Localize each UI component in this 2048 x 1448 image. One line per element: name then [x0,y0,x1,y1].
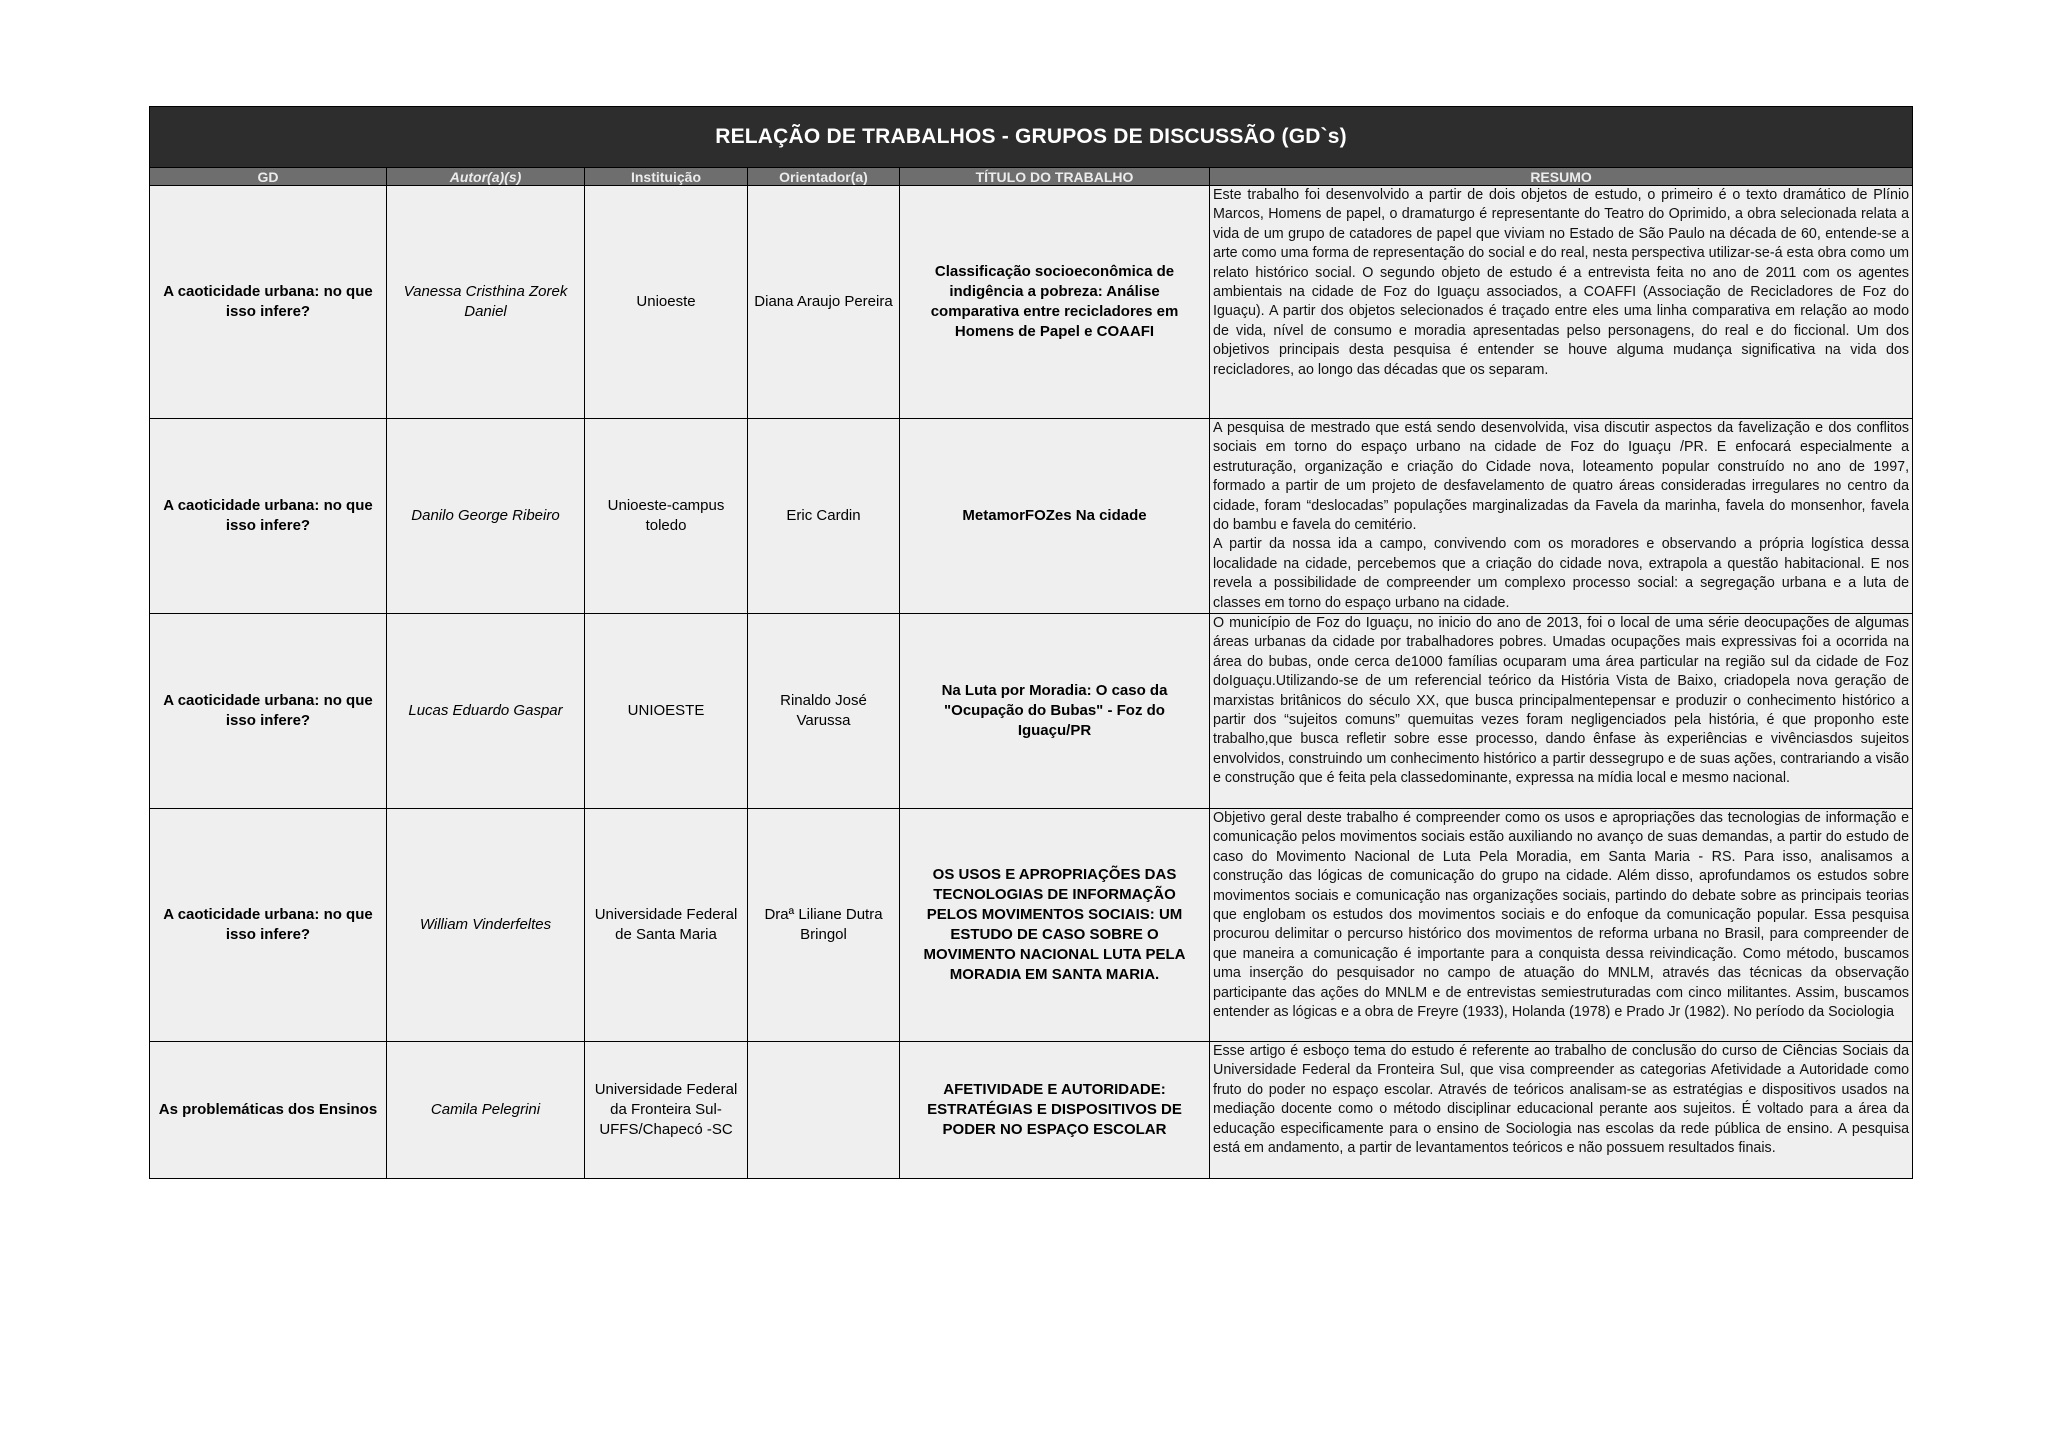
cell-titulo: AFETIVIDADE E AUTORIDADE: ESTRATÉGIAS E DISPOSITIVOS DE PODER NO ESPAÇO ESCOLAR [900,1042,1210,1179]
cell-instituicao: Universidade Federal de Santa Maria [585,809,748,1042]
cell-instituicao: UNIOESTE [585,614,748,809]
col-header-orientador: Orientador(a) [748,168,900,186]
cell-orientador: Eric Cardin [748,419,900,614]
works-sheet [149,106,1912,1179]
col-header-autor: Autor(a)(s) [387,168,585,186]
cell-orientador: Draª Liliane Dutra Bringol [748,809,900,1042]
cell-resumo [1210,186,1913,419]
table-row [150,809,1913,1042]
cell-autor: William Vinderfeltes [387,809,585,1042]
works-table [149,106,1913,1179]
cell-titulo: Classificação socioeconômica de indigência a pobreza: Análise comparativa entre recicladores em Homens de Papel e COAAFI [900,186,1210,419]
col-header-gd: GD [150,168,387,186]
cell-gd: As problemáticas dos Ensinos [150,1042,387,1179]
cell-gd: A caoticidade urbana: no que isso infere? [150,419,387,614]
cell-titulo: OS USOS E APROPRIAÇÕES DAS TECNOLOGIAS DE INFORMAÇÃO PELOS MOVIMENTOS SOCIAIS: UM ESTUDO DE CASO SOBRE O MOVIMENTO NACIONAL LUTA PELA MORADIA EM SANTA MARIA. [900,809,1210,1042]
cell-resumo [1210,809,1913,1042]
cell-instituicao: Universidade Federal da Fronteira Sul-UFFS/Chapecó -SC [585,1042,748,1179]
resumo-text: O município de Foz do Iguaçu, no inicio do ano de 2013, foi o local de uma série deocupações de algumas áreas urbanas da cidade por trabalhadores pobres. Umadas ocupações mais expressivas foi a ocorrida na área do bubas, onde cerca de1000 famílias ocuparam uma área particular na região sul da cidade de Foz doIguaçu.Utilizando-se de um referencial teórico da História Vista de Baixo, criadopela nova geração de marxistas britânicos do século XX, que busca principalmentepensar e produzir o conhecimento histórico a partir dos “sujeitos comuns” quemuitas vezes foram negligenciados pela história, é que proponho este trabalho,que busca refletir sobre esse processo, dando ênfase às experiências e vivênciasdos sujeitos envolvidos, construindo um conhecimento histórico a partir dessegrupo e de suas ações, contrariando a visão e construção que é feita pela classedominante, expressa na mídia local e mesmo nacional. [1213,615,1910,787]
cell-orientador: Rinaldo José Varussa [748,614,900,809]
cell-resumo [1210,614,1913,809]
resumo-text: A pesquisa de mestrado que está sendo desenvolvida, visa discutir aspectos da favelização e dos conflitos sociais em torno do espaço urbano na cidade de Foz do Iguaçu /PR. E enfocará especialmente a estruturação, organização e criação do Cidade nova, loteamento popular construído no ano de 1997, formado a partir de um projeto de desfavelamento de quatro áreas consideradas irregulares no centro da cidade, foram “deslocadas” populações marginalizadas da Favela da marinha, favela do monsenhor, favela do bambu e favela do cemitério. A partir da nossa ida a campo, convivendo com os moradores e observando a própria logística dessa localidade na cidade, percebemos que a criação do cidade nova, extrapola a questão habitacional. E nos revela a possibilidade de compreender um complexo processo social: a segregação urbana e a luta de classes em torno do espaço urbano na cidade. [1213,420,1910,611]
resumo-text: Esse artigo é esboço tema do estudo é referente ao trabalho de conclusão do curso de Ciências Sociais da Universidade Federal da Fronteira Sul, que visa compreender as categorias Afetividade a Autoridade como fruto do poder no espaço escolar. Através de teóricos analisam-se as estratégias e dispositivos usados na mediação docente como o método disciplinar educacional perante aos sujeitos. É voltado para a área da educação especificamente para o ensino de Sociologia nas escolas da rede pública de ensino. A pesquisa está em andamento, a partir de levantamentos teóricos e não possuem resultados finais. [1213,1043,1910,1157]
cell-autor: Lucas Eduardo Gaspar [387,614,585,809]
cell-resumo [1210,419,1913,614]
cell-orientador [748,1042,900,1179]
cell-gd: A caoticidade urbana: no que isso infere? [150,614,387,809]
cell-autor: Camila Pelegrini [387,1042,585,1179]
cell-instituicao: Unioeste [585,186,748,419]
resumo-text: Objetivo geral deste trabalho é compreender como os usos e apropriações das tecnologias de informação e comunicação pelos movimentos sociais estão auxiliando no avanço de suas demandas, a partir do estudo de caso do Movimento Nacional de Luta Pela Moradia, em Santa Maria - RS. Para isso, analisamos a construção das lógicas de comunicação do grupo na cidade. Além disso, aprofundamos os estudos sobre movimentos sociais e comunicação nas organizações sociais, partindo do debate sobre as principais teorias que englobam os estudos dos movimentos sociais e do enfoque da comunicação popular. Essa pesquisa procurou delimitar o percurso histórico dos movimentos de reforma urbana no Brasil, para compreender de que maneira a comunicação é importante para a conquista dessa reivindicação. Como método, buscamos uma inserção do pesquisador no campo de atuação do MNLM, através das técnicas da observação participante das ações do MNLM e de entrevistas semiestruturadas com cinco militantes. Assim, buscamos entender as lógicas e a obra de Freyre (1933), Holanda (1978) e Prado Jr (1982). No período da Sociologia [1213,810,1910,1021]
cell-gd: A caoticidade urbana: no que isso infere? [150,809,387,1042]
col-header-resumo: RESUMO [1210,168,1913,186]
table-row [150,186,1913,419]
resumo-text: Este trabalho foi desenvolvido a partir de dois objetos de estudo, o primeiro é o texto dramático de Plínio Marcos, Homens de papel, o dramaturgo é representante do Teatro do Oprimido, a obra selecionada relata a vida de um grupo de catadores de papel que viviam no Estado de São Paulo na década de 60, entende-se a arte como uma forma de representação do social e do real, nesta perspectiva utilizar-se-á esta obra como um relato histórico social. O segundo objeto de estudo é a entrevista feita no ano de 2011 com os agentes ambientais na cidade de Foz do Iguaçu associados, a COAFFI (Associação de Recicladores de Foz do Iguaçu). A partir dos objetos selecionados é traçado entre eles uma linha comparativa em relação ao modo de vida, nível de consumo e moradia apresentadas pelso personagens, do real e do ficcional. Um dos objetivos principais desta pesquisa é entender se houve alguma mudança significativa na vida dos recicladores, ao longo das décadas que os separam. [1213,187,1910,378]
cell-orientador: Diana Araujo Pereira [748,186,900,419]
table-row [150,419,1913,614]
sheet-title: RELAÇÃO DE TRABALHOS - GRUPOS DE DISCUSSÃO (GD`s) [150,107,1913,168]
col-header-instituicao: Instituição [585,168,748,186]
col-header-titulo: TÍTULO DO TRABALHO [900,168,1210,186]
cell-titulo: MetamorFOZes Na cidade [900,419,1210,614]
cell-autor: Vanessa Cristhina Zorek Daniel [387,186,585,419]
cell-gd: A caoticidade urbana: no que isso infere? [150,186,387,419]
cell-instituicao: Unioeste-campus toledo [585,419,748,614]
cell-titulo: Na Luta por Moradia: O caso da "Ocupação do Bubas" - Foz do Iguaçu/PR [900,614,1210,809]
table-row [150,1042,1913,1179]
table-row [150,614,1913,809]
header-row [150,168,1913,186]
cell-autor: Danilo George Ribeiro [387,419,585,614]
cell-resumo [1210,1042,1913,1179]
